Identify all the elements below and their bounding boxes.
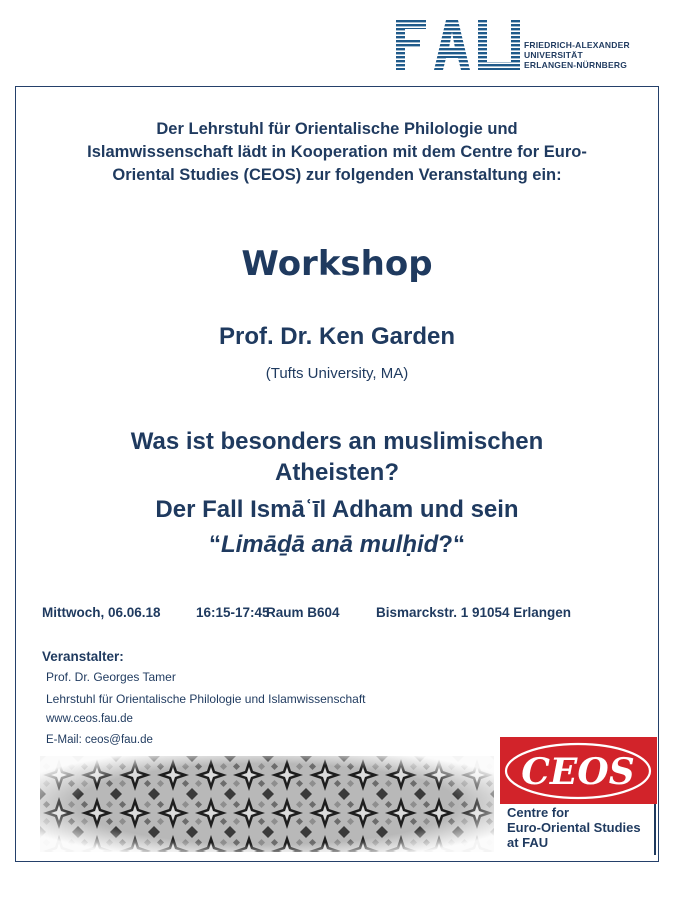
speaker-name: Prof. Dr. Ken Garden [218,323,456,350]
event-city: 91054 Erlangen [472,605,572,620]
ceos-divider [654,804,656,855]
ceos-caption-line: Euro-Oriental Studies [507,820,641,835]
fau-logo [396,20,661,72]
talk-title-line [15,529,659,560]
university-name-line: ERLANGEN-NÜRNBERG [524,60,628,70]
quote-open: “ [208,531,221,558]
ceos-mark [500,737,657,804]
intro-line: Der Lehrstuhl für Orientalische Philologie und [156,120,518,138]
speaker-affiliation: (Tufts University, MA) [265,365,409,382]
organizer-chair: Lehrstuhl für Orientalische Philologie und Islamwissenschaft [46,692,366,706]
invitation-intro [15,118,659,187]
ceos-mark-text: CEOS [521,751,635,793]
talk-title [15,426,659,560]
organizer-name: Prof. Dr. Georges Tamer [46,670,176,684]
ceos-caption [507,805,641,850]
organizer-heading: Veranstalter: [42,649,124,664]
intro-line: Oriental Studies (CEOS) zur folgenden Veranstaltung ein: [112,166,562,184]
organizer-email-link[interactable]: E-Mail: ceos@fau.de [46,734,153,746]
organizer-website-link[interactable]: www.ceos.fau.de [46,713,133,725]
mosaic-tile-image [40,756,494,852]
event-date: Mittwoch, 06.06.18 [42,605,161,620]
ceos-caption-line: at FAU [507,835,549,850]
event-room: Raum B604 [266,605,340,620]
university-name-line: FRIEDRICH-ALEXANDER [524,40,630,50]
event-type-heading: Workshop [241,244,433,284]
quote-close: ?“ [438,531,466,558]
talk-title-line: Was ist besonders an muslimischen [130,428,544,455]
book-title: Limāḏā anā mulḥid [220,531,439,558]
ceos-logo [500,737,657,855]
talk-title-line: Atheisten? [274,459,399,486]
event-time: 16:15-17:45 [196,605,270,620]
event-street: Bismarckstr. 1 [376,605,469,620]
ceos-caption-line: Centre for [507,805,570,820]
event-details [42,605,571,620]
university-name [524,40,630,70]
fau-wordmark [396,20,520,72]
intro-line: Islamwissenschaft lädt in Kooperation mit dem Centre for Euro- [87,143,587,161]
university-name-line: UNIVERSITÄT [524,50,583,60]
talk-title-line: Der Fall Ismāʿīl Adham und sein [155,496,519,523]
